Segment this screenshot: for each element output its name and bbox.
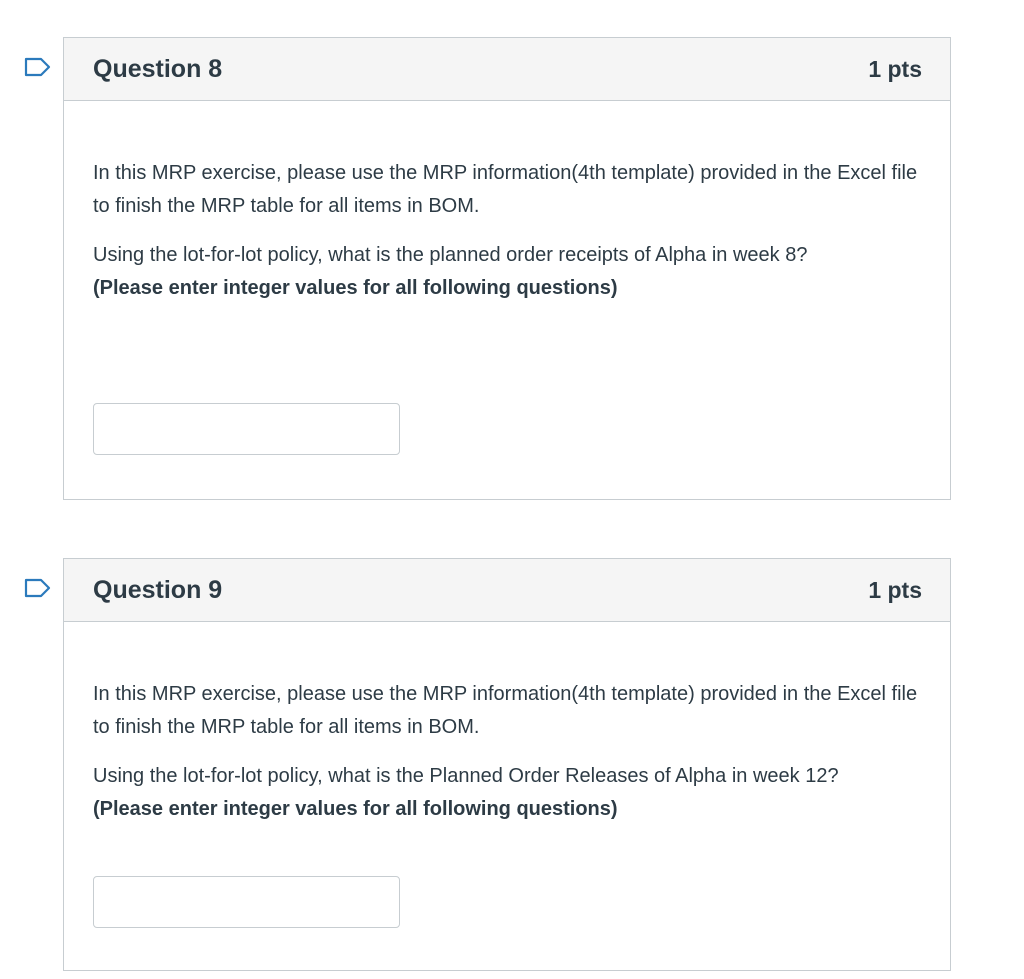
answer-input[interactable]: [93, 403, 400, 455]
answer-input[interactable]: [93, 876, 400, 928]
flag-question-icon[interactable]: [24, 578, 51, 598]
question-prompt-text: Using the lot-for-lot policy, what is the planned order receipts of Alpha in week 8?: [93, 244, 808, 266]
question-title: Question 8: [93, 54, 223, 83]
question-prompt-text: Using the lot-for-lot policy, what is the Planned Order Releases of Alpha in week 12?: [93, 765, 839, 787]
question-paragraph-1: In this MRP exercise, please use the MRP information(4th template) provided in the Excel file to finish the MRP table for all items in BOM.: [93, 683, 918, 738]
question-prompt: [93, 239, 921, 305]
question-body: [64, 622, 950, 928]
question-instruction: (Please enter integer values for all following questions): [93, 277, 618, 299]
question-header: [64, 38, 950, 101]
question-8: [63, 37, 951, 500]
flag-question-icon[interactable]: [24, 57, 51, 77]
question-title: Question 9: [93, 575, 223, 604]
question-points: 1 pts: [868, 55, 922, 82]
question-points: 1 pts: [868, 576, 922, 603]
question-paragraph-1: In this MRP exercise, please use the MRP information(4th template) provided in the Excel file to finish the MRP table for all items in BOM.: [93, 162, 918, 217]
question-text: [93, 157, 921, 223]
question-instruction: (Please enter integer values for all following questions): [93, 798, 618, 820]
question-9: [63, 558, 951, 971]
question-header: [64, 559, 950, 622]
question-body: [64, 101, 950, 455]
question-prompt: [93, 760, 921, 826]
question-text: [93, 678, 921, 744]
